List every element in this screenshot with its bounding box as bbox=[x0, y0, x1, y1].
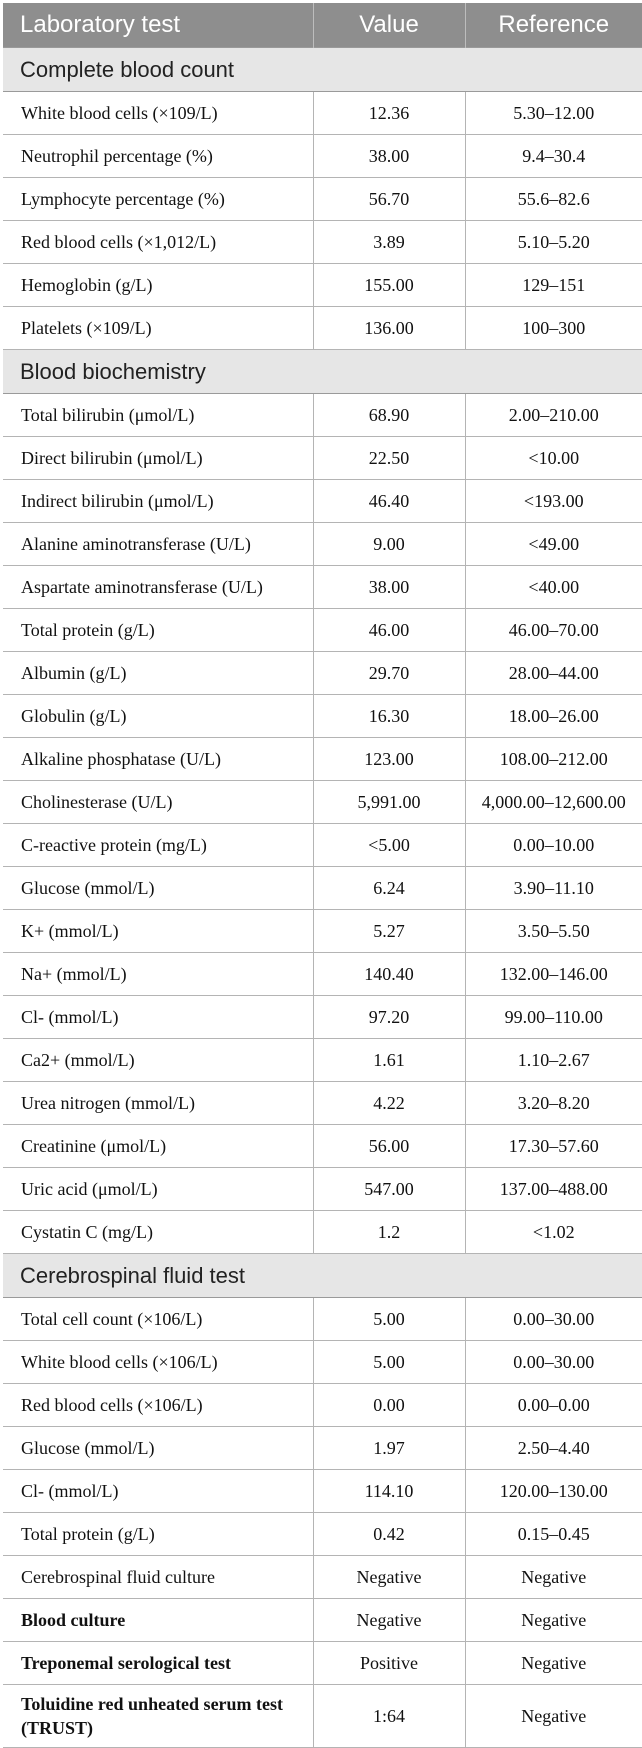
table-row bbox=[3, 1556, 642, 1599]
test-name-cell: Creatinine (μmol/L) bbox=[3, 1125, 313, 1168]
value-cell: 4.22 bbox=[313, 1082, 465, 1125]
test-name-cell: Neutrophil percentage (%) bbox=[3, 135, 313, 178]
value-cell: 97.20 bbox=[313, 996, 465, 1039]
reference-cell: 5.30–12.00 bbox=[465, 92, 642, 135]
reference-cell: Negative bbox=[465, 1685, 642, 1748]
test-name-cell: Glucose (mmol/L) bbox=[3, 1427, 313, 1470]
lab-results-table-container bbox=[3, 3, 642, 1748]
value-cell: 22.50 bbox=[313, 437, 465, 480]
reference-cell: 132.00–146.00 bbox=[465, 953, 642, 996]
table-row bbox=[3, 953, 642, 996]
table-row bbox=[3, 394, 642, 437]
reference-cell: 137.00–488.00 bbox=[465, 1168, 642, 1211]
value-cell: 1.61 bbox=[313, 1039, 465, 1082]
value-cell: Negative bbox=[313, 1556, 465, 1599]
table-row bbox=[3, 910, 642, 953]
reference-cell: 108.00–212.00 bbox=[465, 738, 642, 781]
table-row bbox=[3, 178, 642, 221]
reference-cell: <1.02 bbox=[465, 1211, 642, 1254]
value-cell: 9.00 bbox=[313, 523, 465, 566]
test-name-cell: Ca2+ (mmol/L) bbox=[3, 1039, 313, 1082]
table-row bbox=[3, 1039, 642, 1082]
value-cell: 46.40 bbox=[313, 480, 465, 523]
test-name-cell: Blood culture bbox=[3, 1599, 313, 1642]
reference-cell: 28.00–44.00 bbox=[465, 652, 642, 695]
test-name-cell: Cerebrospinal fluid culture bbox=[3, 1556, 313, 1599]
value-cell: 68.90 bbox=[313, 394, 465, 437]
table-row bbox=[3, 1082, 642, 1125]
value-cell: <5.00 bbox=[313, 824, 465, 867]
value-cell: 547.00 bbox=[313, 1168, 465, 1211]
header-reference: Reference bbox=[465, 3, 642, 48]
table-row bbox=[3, 1298, 642, 1341]
test-name-cell: Albumin (g/L) bbox=[3, 652, 313, 695]
reference-cell: 55.6–82.6 bbox=[465, 178, 642, 221]
table-row bbox=[3, 1341, 642, 1384]
reference-cell: 129–151 bbox=[465, 264, 642, 307]
test-name-cell: Alanine aminotransferase (U/L) bbox=[3, 523, 313, 566]
value-cell: 114.10 bbox=[313, 1470, 465, 1513]
reference-cell: 2.00–210.00 bbox=[465, 394, 642, 437]
table-row bbox=[3, 652, 642, 695]
value-cell: 1:64 bbox=[313, 1685, 465, 1748]
reference-cell: 0.00–30.00 bbox=[465, 1298, 642, 1341]
test-name-cell: Na+ (mmol/L) bbox=[3, 953, 313, 996]
table-row bbox=[3, 307, 642, 350]
table-row bbox=[3, 1513, 642, 1556]
section-title: Complete blood count bbox=[3, 48, 642, 92]
reference-cell: <49.00 bbox=[465, 523, 642, 566]
test-name-cell: Total protein (g/L) bbox=[3, 609, 313, 652]
test-name-cell: Treponemal serological test bbox=[3, 1642, 313, 1685]
table-row bbox=[3, 437, 642, 480]
section-header-row bbox=[3, 1254, 642, 1298]
test-name-cell: Aspartate aminotransferase (U/L) bbox=[3, 566, 313, 609]
test-name-cell: Cl- (mmol/L) bbox=[3, 996, 313, 1039]
value-cell: 3.89 bbox=[313, 221, 465, 264]
value-cell: 1.2 bbox=[313, 1211, 465, 1254]
reference-cell: <193.00 bbox=[465, 480, 642, 523]
test-name-cell: Red blood cells (×106/L) bbox=[3, 1384, 313, 1427]
value-cell: 38.00 bbox=[313, 135, 465, 178]
test-name-cell: White blood cells (×106/L) bbox=[3, 1341, 313, 1384]
value-cell: 5.00 bbox=[313, 1298, 465, 1341]
reference-cell: 0.15–0.45 bbox=[465, 1513, 642, 1556]
value-cell: 136.00 bbox=[313, 307, 465, 350]
value-cell: 56.70 bbox=[313, 178, 465, 221]
reference-cell: 99.00–110.00 bbox=[465, 996, 642, 1039]
table-row bbox=[3, 996, 642, 1039]
table-row bbox=[3, 1599, 642, 1642]
reference-cell: 18.00–26.00 bbox=[465, 695, 642, 738]
table-row bbox=[3, 480, 642, 523]
test-name-cell: K+ (mmol/L) bbox=[3, 910, 313, 953]
test-name-cell: Indirect bilirubin (μmol/L) bbox=[3, 480, 313, 523]
table-row bbox=[3, 1384, 642, 1427]
value-cell: 123.00 bbox=[313, 738, 465, 781]
table-row bbox=[3, 1211, 642, 1254]
header-row bbox=[3, 3, 642, 48]
test-name-cell: Total protein (g/L) bbox=[3, 1513, 313, 1556]
reference-cell: 17.30–57.60 bbox=[465, 1125, 642, 1168]
reference-cell: 3.50–5.50 bbox=[465, 910, 642, 953]
lab-results-table bbox=[3, 3, 642, 1748]
test-name-cell: Lymphocyte percentage (%) bbox=[3, 178, 313, 221]
test-name-cell: Alkaline phosphatase (U/L) bbox=[3, 738, 313, 781]
reference-cell: 5.10–5.20 bbox=[465, 221, 642, 264]
table-row bbox=[3, 1427, 642, 1470]
table-row bbox=[3, 221, 642, 264]
test-name-cell: Total bilirubin (μmol/L) bbox=[3, 394, 313, 437]
value-cell: 6.24 bbox=[313, 867, 465, 910]
table-row bbox=[3, 523, 642, 566]
value-cell: Negative bbox=[313, 1599, 465, 1642]
test-name-cell: Platelets (×109/L) bbox=[3, 307, 313, 350]
reference-cell: 9.4–30.4 bbox=[465, 135, 642, 178]
value-cell: 140.40 bbox=[313, 953, 465, 996]
table-row bbox=[3, 1125, 642, 1168]
test-name-cell: Glucose (mmol/L) bbox=[3, 867, 313, 910]
reference-cell: <10.00 bbox=[465, 437, 642, 480]
test-name-cell: Urea nitrogen (mmol/L) bbox=[3, 1082, 313, 1125]
value-cell: 16.30 bbox=[313, 695, 465, 738]
table-row bbox=[3, 695, 642, 738]
reference-cell: 3.90–11.10 bbox=[465, 867, 642, 910]
test-name-cell: Red blood cells (×1,012/L) bbox=[3, 221, 313, 264]
value-cell: 5.00 bbox=[313, 1341, 465, 1384]
reference-cell: 4,000.00–12,600.00 bbox=[465, 781, 642, 824]
table-row bbox=[3, 566, 642, 609]
test-name-cell: Uric acid (μmol/L) bbox=[3, 1168, 313, 1211]
table-row bbox=[3, 1685, 642, 1748]
table-row bbox=[3, 135, 642, 178]
reference-cell: 0.00–0.00 bbox=[465, 1384, 642, 1427]
table-row bbox=[3, 1470, 642, 1513]
section-title: Blood biochemistry bbox=[3, 350, 642, 394]
section-header-row bbox=[3, 48, 642, 92]
value-cell: 38.00 bbox=[313, 566, 465, 609]
value-cell: 1.97 bbox=[313, 1427, 465, 1470]
reference-cell: 0.00–30.00 bbox=[465, 1341, 642, 1384]
table-row bbox=[3, 92, 642, 135]
test-name-cell: Direct bilirubin (μmol/L) bbox=[3, 437, 313, 480]
value-cell: 5,991.00 bbox=[313, 781, 465, 824]
value-cell: 46.00 bbox=[313, 609, 465, 652]
reference-cell: 46.00–70.00 bbox=[465, 609, 642, 652]
table-header bbox=[3, 3, 642, 48]
table-row bbox=[3, 781, 642, 824]
reference-cell: 3.20–8.20 bbox=[465, 1082, 642, 1125]
value-cell: 29.70 bbox=[313, 652, 465, 695]
test-name-cell: Hemoglobin (g/L) bbox=[3, 264, 313, 307]
table-row bbox=[3, 264, 642, 307]
reference-cell: Negative bbox=[465, 1642, 642, 1685]
reference-cell: Negative bbox=[465, 1556, 642, 1599]
table-row bbox=[3, 867, 642, 910]
value-cell: 5.27 bbox=[313, 910, 465, 953]
test-name-cell: Cholinesterase (U/L) bbox=[3, 781, 313, 824]
test-name-cell: C-reactive protein (mg/L) bbox=[3, 824, 313, 867]
value-cell: 12.36 bbox=[313, 92, 465, 135]
reference-cell: Negative bbox=[465, 1599, 642, 1642]
section-header-row bbox=[3, 350, 642, 394]
test-name-cell: Cl- (mmol/L) bbox=[3, 1470, 313, 1513]
test-name-cell: Total cell count (×106/L) bbox=[3, 1298, 313, 1341]
reference-cell: 0.00–10.00 bbox=[465, 824, 642, 867]
value-cell: 0.00 bbox=[313, 1384, 465, 1427]
test-name-cell: Cystatin C (mg/L) bbox=[3, 1211, 313, 1254]
section-title: Cerebrospinal fluid test bbox=[3, 1254, 642, 1298]
header-value: Value bbox=[313, 3, 465, 48]
value-cell: 155.00 bbox=[313, 264, 465, 307]
table-row bbox=[3, 1168, 642, 1211]
reference-cell: 120.00–130.00 bbox=[465, 1470, 642, 1513]
table-body bbox=[3, 48, 642, 1748]
value-cell: 0.42 bbox=[313, 1513, 465, 1556]
test-name-cell: White blood cells (×109/L) bbox=[3, 92, 313, 135]
table-row bbox=[3, 609, 642, 652]
table-row bbox=[3, 738, 642, 781]
table-row bbox=[3, 824, 642, 867]
test-name-cell: Toluidine red unheated serum test (TRUST) bbox=[3, 1685, 313, 1748]
header-laboratory-test: Laboratory test bbox=[3, 3, 313, 48]
value-cell: 56.00 bbox=[313, 1125, 465, 1168]
reference-cell: 2.50–4.40 bbox=[465, 1427, 642, 1470]
reference-cell: 100–300 bbox=[465, 307, 642, 350]
table-row bbox=[3, 1642, 642, 1685]
reference-cell: <40.00 bbox=[465, 566, 642, 609]
test-name-cell: Globulin (g/L) bbox=[3, 695, 313, 738]
reference-cell: 1.10–2.67 bbox=[465, 1039, 642, 1082]
value-cell: Positive bbox=[313, 1642, 465, 1685]
